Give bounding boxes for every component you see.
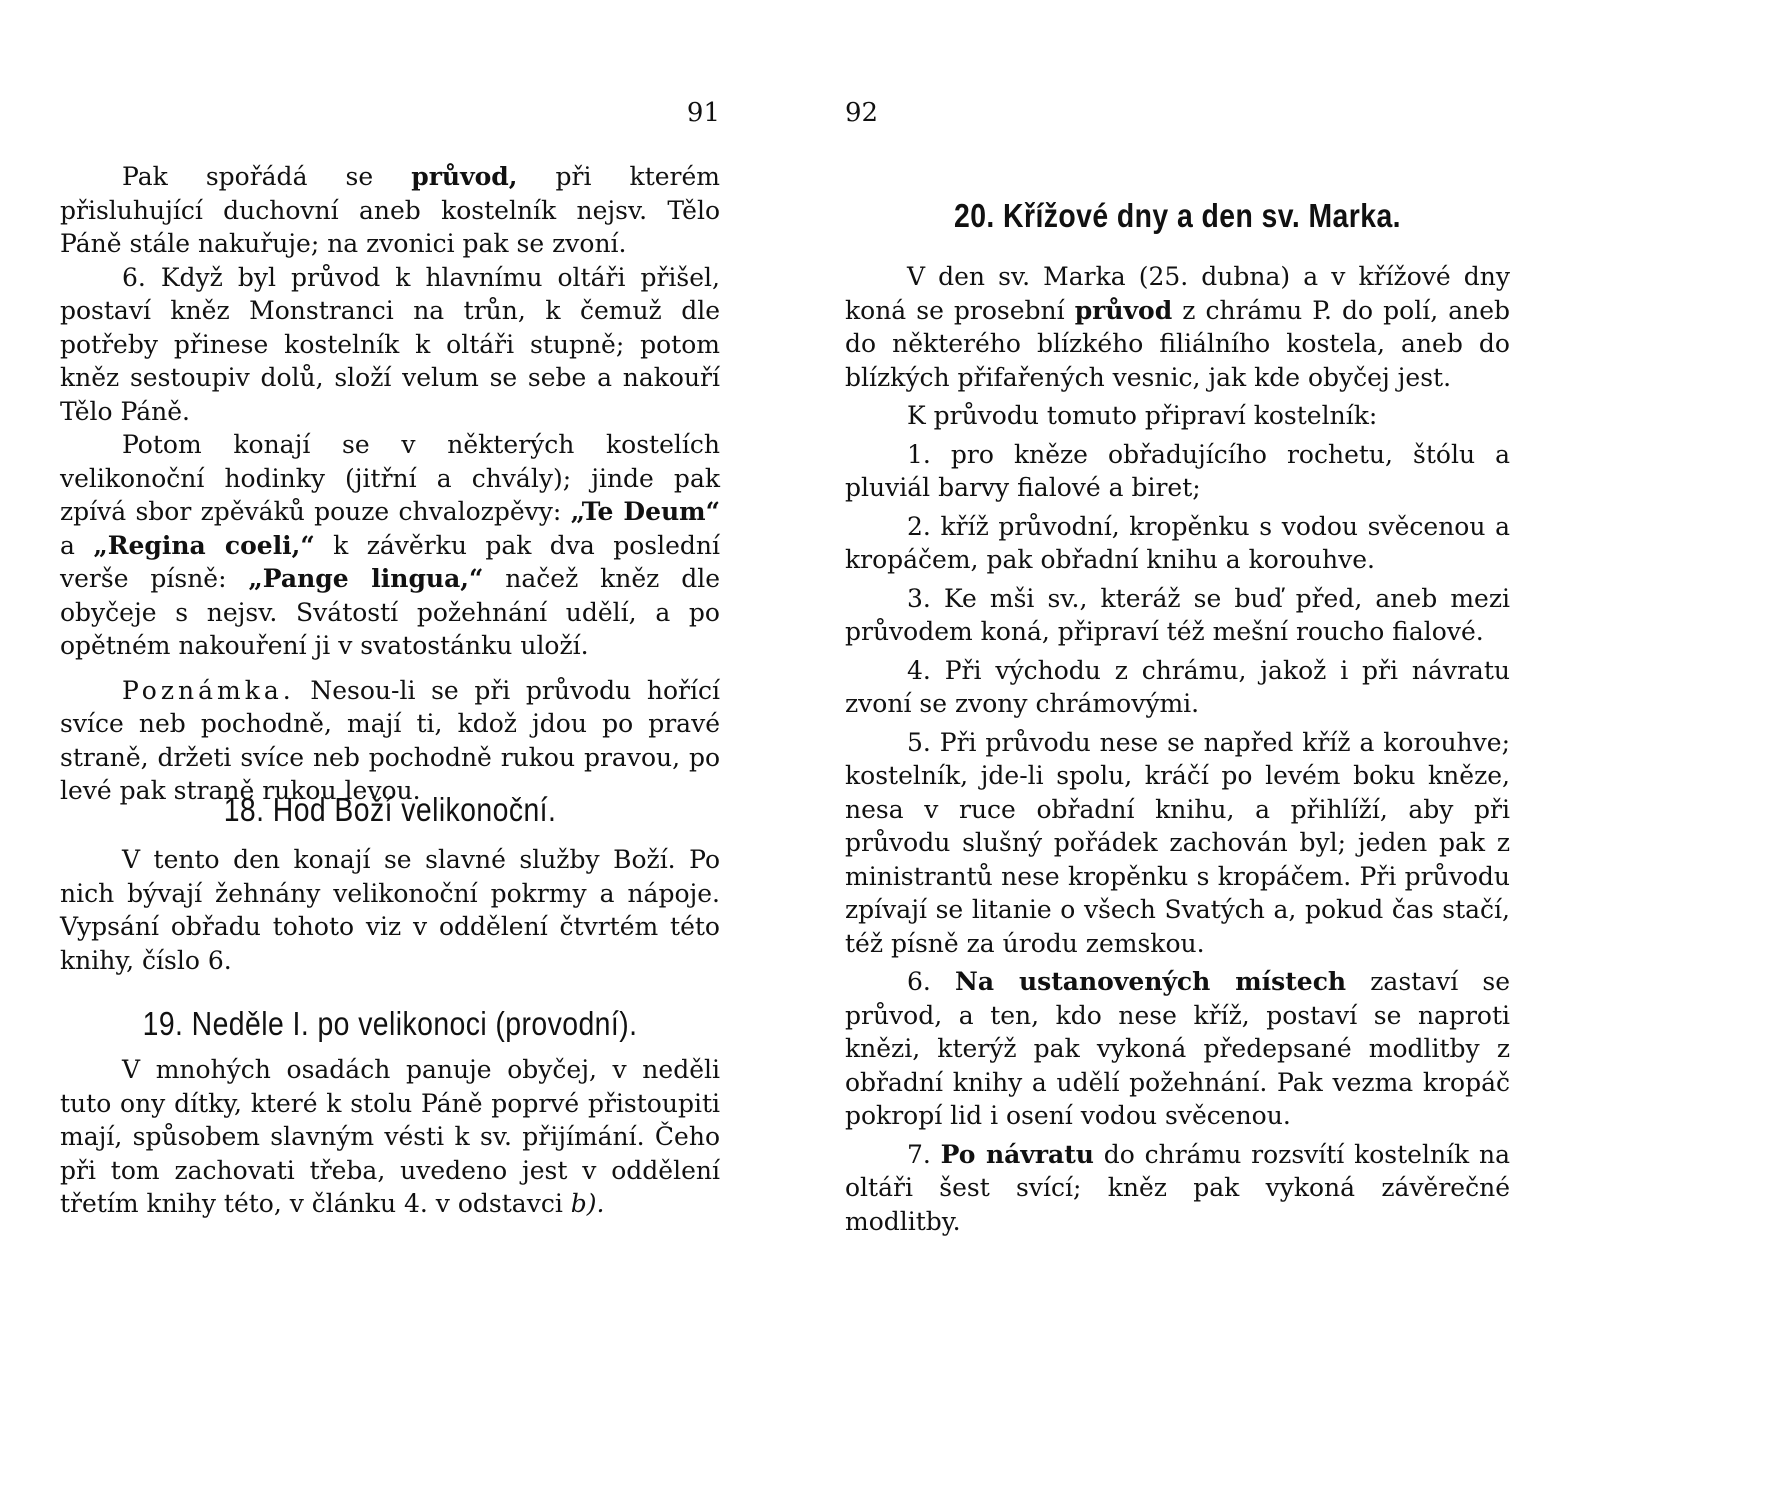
paragraph-item-6: 6. Když byl průvod k hlavnímu oltáři přišel, postaví kněz Monstranci na trůn, k čemuž dle potřeby přinese kostelník k oltáři stupně; potom kněz sestoupiv dolů, složí velum se sebe a nakouří Tělo Páně.: [60, 262, 720, 426]
text-run: zastaví se průvod, a ten, kdo nese kříž, postaví se naproti knězi, kterýž pak vykoná předepsané modlitby z obřadní knihy a udělí požehnání. Pak vezma kropáč pokropí lid i osení vodou svěcenou.: [845, 967, 1510, 1130]
bold-term-designated-places: Na ustanovených místech: [955, 967, 1347, 996]
section-heading-18: 18. Hod Boží velikonoční.: [223, 791, 557, 828]
text-run: Pak spořádá se: [122, 162, 412, 191]
text-run: a: [60, 530, 94, 560]
note-label: Poznámka.: [122, 675, 295, 705]
left-text-section-18: [60, 843, 720, 977]
text-run: načež kněz dle obyčeje s nejsv. Svátostí požehnání udělí, a po opětném nakouření ji v svatostánku uloží.: [60, 564, 720, 660]
section-heading-20: 20. Křížové dny a den sv. Marka.: [953, 197, 1401, 234]
italic-reference: b).: [570, 1189, 605, 1218]
bold-term-after-return: Po návratu: [940, 1139, 1094, 1169]
text-run: V den sv. Marka (25. dubna) a v křížové dny koná se prosební: [845, 262, 1510, 325]
left-page: [60, 0, 720, 1500]
bold-term-pruvod: průvod: [1074, 295, 1173, 325]
bold-term-pange-lingua: „Pange lingua,“: [248, 564, 484, 593]
text-run: 6.: [907, 967, 955, 996]
right-page: [845, 0, 1510, 1500]
text-run: Potom konají se v některých kostelích velikonoční hodinky (jitřní a chvály); jinde pak zpívá sbor zpěváků pouze chvalozpěvy:: [60, 430, 720, 526]
text-run: 7.: [907, 1139, 941, 1169]
list-item-7: [845, 1138, 1510, 1239]
list-item-6: [845, 965, 1510, 1133]
page-number-right: 92: [845, 98, 879, 128]
text-run: při kterém přisluhující duchovní aneb kostelník nejsv. Tělo Páně stále nakuřuje; na zvonici pak se zvoní.: [60, 162, 720, 258]
text-run: k závěrku pak dva poslední verše písně:: [60, 530, 720, 593]
paragraph-procession-order: [60, 160, 720, 261]
list-item-2: 2. kříž průvodní, kropěnku s vodou svěcenou a kropáčem, pak obřadní knihu a korouhve.: [845, 511, 1510, 574]
paragraph-easter-hours: [60, 428, 720, 663]
bold-term-te-deum: „Te Deum“: [570, 497, 720, 526]
list-item-4: 4. Při východu z chrámu, jakož i při návratu zvoní se zvony chrámovými.: [845, 655, 1510, 718]
paragraph-rogation-days: [845, 260, 1510, 394]
text-run: do chrámu rozsvítí kostelník na oltáři šest svící; kněz pak vykoná závěrečné modlitby.: [845, 1139, 1510, 1236]
paragraph-easter-day: V tento den konají se slavné služby Boží. Po nich bývají žehnány velikonoční pokrmy a nápoje. Vypsání obřadu tohoto viz v oddělení čtvrtém této knihy, číslo 6.: [60, 845, 720, 975]
paragraph-first-communion: [60, 1053, 720, 1221]
bold-term-regina-coeli: „Regina coeli,“: [93, 530, 315, 560]
right-text: [845, 260, 1510, 1238]
list-item-5: 5. Při průvodu nese se napřed kříž a korouhve; kostelník, jde-li spolu, kráčí po levém boku kněze, nesa v ruce obřadní knihu, a přihlíží, aby při průvodu slušný pořádek zachován byl; jeden pak z ministrantů nese kropěnku s kropáčem. Při průvodu zpívají se litanie o všech Svatých a, pokud čas stačí, též písně za úrodu zemskou.: [845, 727, 1510, 958]
left-text-section-19: [60, 1053, 720, 1221]
list-item-1: 1. pro kněze obřadujícího rochetu, štólu a pluviál barvy fialové a biret;: [845, 439, 1510, 502]
left-text-upper: [60, 160, 720, 808]
bold-term-pruvod: průvod,: [411, 162, 518, 191]
text-run: Nesou-li se při průvodu hořící svíce neb pochodně, mají ti, kdož jdou po pravé straně, držeti svíce neb pochodně rukou pravou, po levé pak straně rukou levou.: [60, 675, 720, 805]
paragraph-note: [60, 674, 720, 808]
section-heading-19: 19. Neděle I. po velikonoci (provodní).: [142, 1005, 638, 1042]
text-run: V mnohých osadách panuje obyčej, v neděli tuto ony dítky, které k stolu Páně poprvé přistoupiti mají, spůsobem slavným vésti k sv. přijímání. Čeho při tom zachovati třeba, uvedeno jest v oddělení třetím knihy této, v článku 4. v odstavci: [60, 1055, 720, 1218]
page-number-left: 91: [686, 98, 720, 128]
paragraph-preparation-intro: K průvodu tomuto připraví kostelník:: [907, 401, 1378, 430]
list-item-3: 3. Ke mši sv., kteráž se buď před, aneb mezi průvodem koná, připraví též mešní roucho fialové.: [845, 583, 1510, 646]
text-run: z chrámu P. do polí, aneb do některého blízkého filiálního kostela, aneb do blízkých přifařených vesnic, jak kde obyčej jest.: [845, 295, 1510, 392]
